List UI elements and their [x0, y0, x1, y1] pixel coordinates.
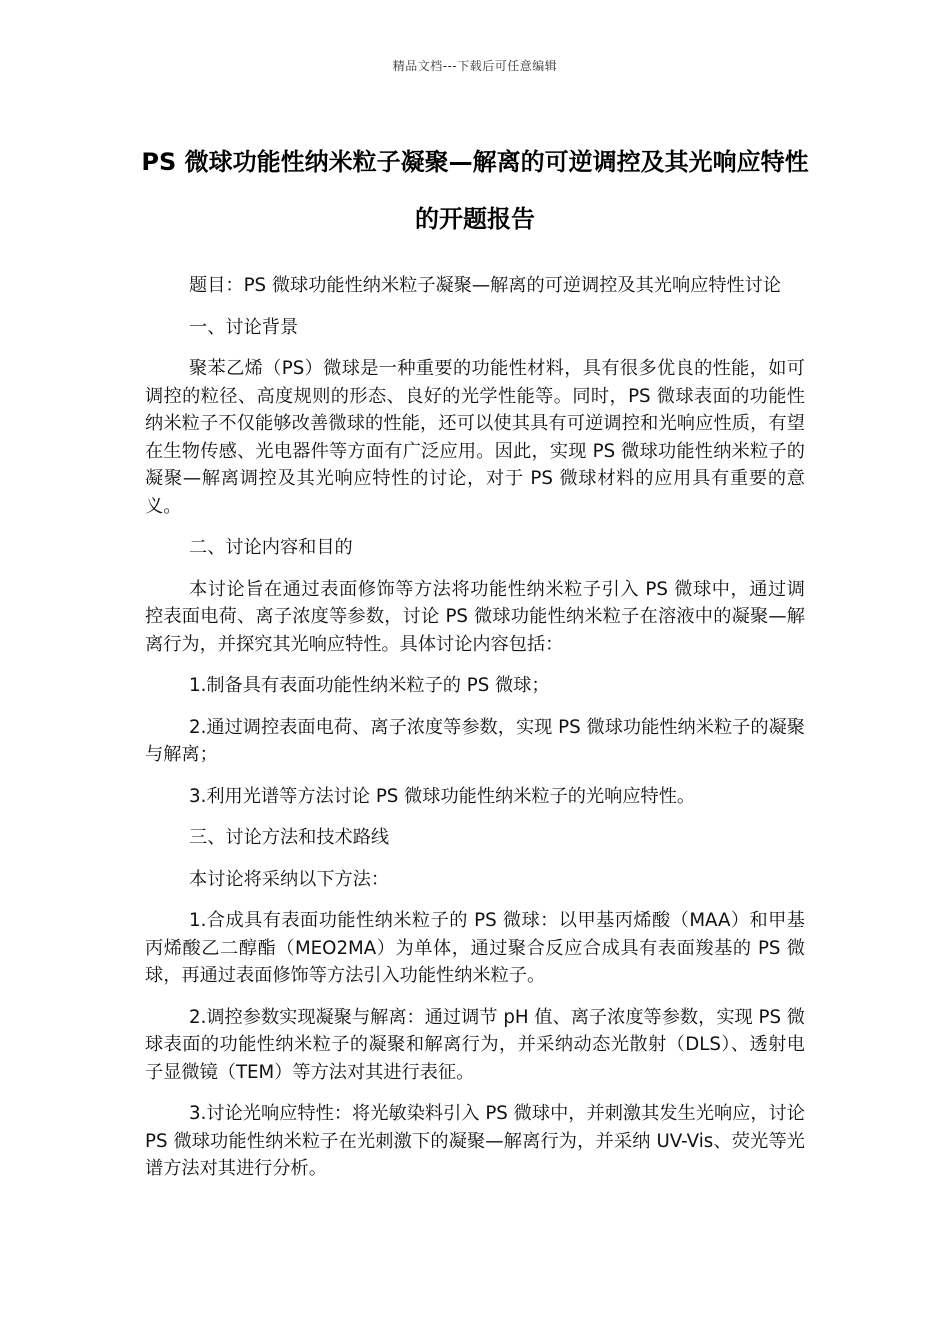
- document-title: PS 微球功能性纳米粒子凝聚—解离的可逆调控及其光响应特性的开题报告: [141, 148, 809, 233]
- methods-intro-paragraph: 本讨论将采纳以下方法：: [189, 868, 390, 890]
- section-heading-background: 一、讨论背景: [189, 316, 299, 338]
- method-item-3: 3.讨论光响应特性：将光敏染料引入 PS 微球中，并刺激其发生光响应，讨论 PS 微球功能性纳米粒子在光刺激下的凝聚—解离行为，并采纳 UV-Vis、荧光等光谱方法对其进行分析。: [145, 1103, 805, 1179]
- header-note: 精品文档---下载后可任意编辑: [392, 59, 558, 73]
- section-heading-content-purpose: 二、讨论内容和目的: [189, 537, 353, 558]
- background-paragraph: 聚苯乙烯（PS）微球是一种重要的功能性材料，具有很多优良的性能，如可调控的粒径、高度规则的形态、良好的光学性能等。同时，PS 微球表面的功能性纳米粒子不仅能够改善微球的性能，还可以使其具有可逆调控和光响应性质，有望在生物传感、光电器件等方面有广泛应用。因此，实现 PS 微球功能性纳米粒子的凝聚—解离调控及其光响应特性的讨论，对于 PS 微球材料的应用具有重要的意义。: [145, 358, 805, 517]
- method-item-2: 2.调控参数实现凝聚与解离：通过调节 pH 值、离子浓度等参数，实现 PS 微球表面的功能性纳米粒子的凝聚和解离行为，并采纳动态光散射（DLS）、透射电子显微镜（TEM）等方法对其进行表征。: [145, 1006, 805, 1083]
- method-item-1: 1.合成具有表面功能性纳米粒子的 PS 微球：以甲基丙烯酸（MAA）和甲基丙烯酸乙二醇酯（MEO2MA）为单体，通过聚合反应合成具有表面羧基的 PS 微球，再通过表面修饰等方法引入功能性纳米粒子。: [145, 910, 805, 986]
- section-heading-methods: 三、讨论方法和技术路线: [189, 827, 390, 848]
- content-item-3: 3.利用光谱等方法讨论 PS 微球功能性纳米粒子的光响应特性。: [189, 785, 696, 807]
- document-body: [145, 272, 805, 1197]
- content-purpose-paragraph: 本讨论旨在通过表面修饰等方法将功能性纳米粒子引入 PS 微球中，通过调控表面电荷、离子浓度等参数，讨论 PS 微球功能性纳米粒子在溶液中的凝聚—解离行为，并探究其光响应特性。具体讨论内容包括：: [145, 578, 805, 655]
- content-item-2: 2.通过调控表面电荷、离子浓度等参数，实现 PS 微球功能性纳米粒子的凝聚与解离；: [145, 716, 805, 765]
- topic-paragraph: 题目：PS 微球功能性纳米粒子凝聚—解离的可逆调控及其光响应特性讨论: [189, 275, 782, 296]
- content-item-1: 1.制备具有表面功能性纳米粒子的 PS 微球；: [189, 675, 550, 696]
